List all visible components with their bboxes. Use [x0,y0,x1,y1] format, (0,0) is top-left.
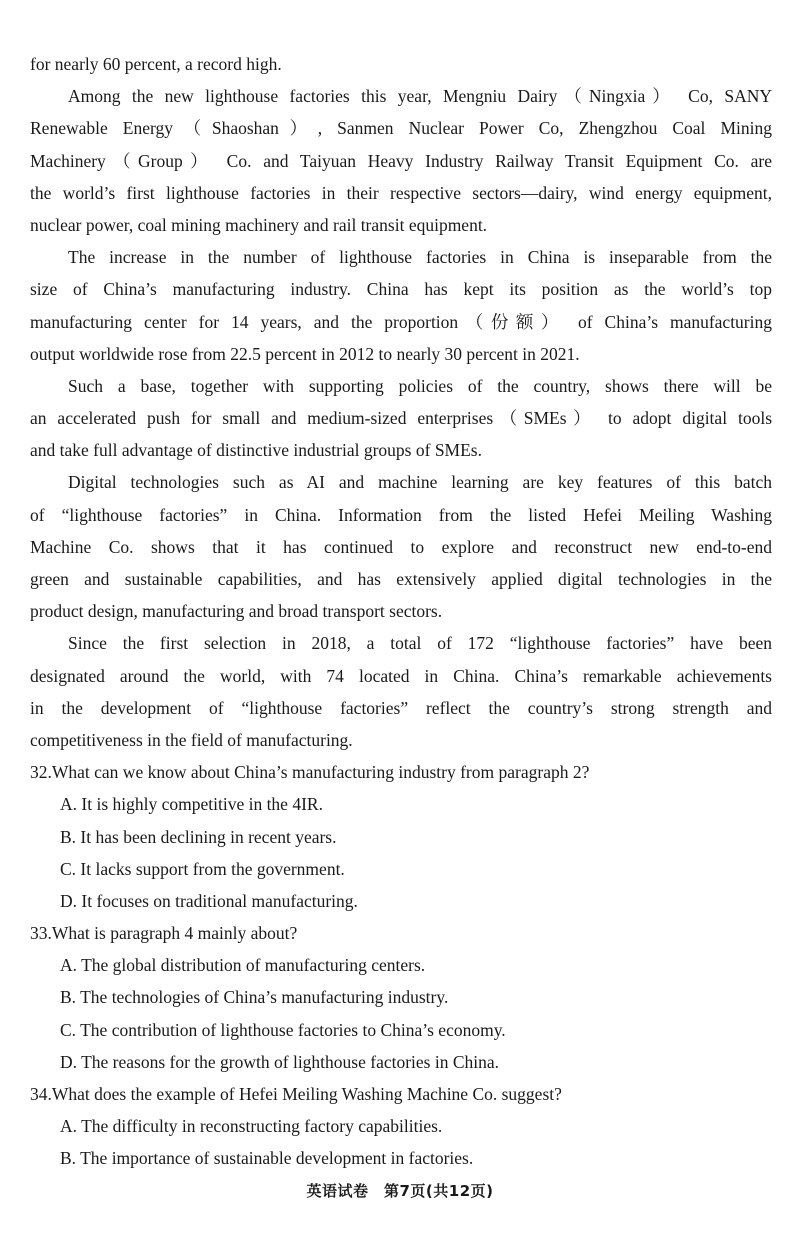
text-line: output worldwide rose from 22.5 percent in 2012 to nearly 30 percent in 2021. [30,343,580,364]
text-line: an accelerated push for small and medium-sized enterprises（SMEs） to adopt digital tools [30,408,772,429]
text-line: for nearly 60 percent, a record high. [30,54,282,74]
option-b: B. The technologies of China’s manufacturing industry. [60,987,449,1008]
paragraph-2 [30,80,772,241]
text-line: in the development of “lighthouse factories” reflect the country’s strong strength and [30,697,772,718]
option-a: A. The difficulty in reconstructing factory capabilities. [60,1116,443,1137]
option-b: B. It has been declining in recent years. [60,826,337,847]
question-34 [30,1078,772,1175]
text-line: Machinery（Group） Co. and Taiyuan Heavy Industry Railway Transit Equipment Co. are [30,150,772,171]
text-line: manufacturing center for 14 years, and the proportion（份额） of China’s manufacturing [30,311,772,332]
question-stem: 33.What is paragraph 4 mainly about? [30,923,298,944]
text-line: of “lighthouse factories” in China. Information from the listed Hefei Meiling Washing [30,504,772,525]
text-line: Machine Co. shows that it has continued to explore and reconstruct new end-to-end [30,536,772,557]
exam-page [30,48,772,1175]
text-line: Since the first selection in 2018, a total of 172 “lighthouse factories” have been [68,633,772,654]
paragraph-6 [30,627,772,756]
text-line: product design, manufacturing and broad transport sectors. [30,601,443,622]
text-line: and take full advantage of distinctive industrial groups of SMEs. [30,440,482,461]
text-line: Such a base, together with supporting policies of the country, shows there will be [68,375,772,396]
option-c: C. It lacks support from the government. [60,858,345,879]
question-32 [30,756,772,917]
option-a: A. It is highly competitive in the 4IR. [60,794,323,815]
text-line: The increase in the number of lighthouse factories in China is inseparable from the [68,247,772,268]
paragraph-4 [30,370,772,467]
question-stem: 34.What does the example of Hefei Meiling Washing Machine Co. suggest? [30,1084,562,1104]
option-d: D. It focuses on traditional manufacturing. [60,890,358,911]
text-line: designated around the world, with 74 located in China. China’s remarkable achievements [30,665,772,686]
text-line: the world’s first lighthouse factories in their respective sectors—dairy, wind energy equipment, [30,182,772,203]
paragraph-1-tail [30,48,772,80]
option-c: C. The contribution of lighthouse factories to China’s economy. [60,1019,506,1040]
option-d: D. The reasons for the growth of lighthouse factories in China. [60,1051,500,1072]
text-line: Renewable Energy（Shaoshan）, Sanmen Nuclear Power Co, Zhengzhou Coal Mining [30,118,772,139]
question-stem: 32.What can we know about China’s manufacturing industry from paragraph 2? [30,762,590,783]
text-line: nuclear power, coal mining machinery and rail transit equipment. [30,214,488,235]
text-line: green and sustainable capabilities, and has extensively applied digital technologies in the [30,569,772,589]
question-33 [30,917,772,1078]
page-footer: 英语试卷 第7页(共12页) [306,1182,494,1200]
option-a: A. The global distribution of manufacturing centers. [60,955,426,976]
paragraph-3 [30,241,772,370]
text-line: Digital technologies such as AI and machine learning are key features of this batch [68,472,772,493]
text-line: size of China’s manufacturing industry. China has kept its position as the world’s top [30,279,772,300]
text-line: Among the new lighthouse factories this year, Mengniu Dairy（Ningxia） Co, SANY [68,86,772,107]
text-line: competitiveness in the field of manufacturing. [30,729,353,750]
option-b: B. The importance of sustainable development in factories. [60,1148,474,1169]
paragraph-5 [30,466,772,627]
